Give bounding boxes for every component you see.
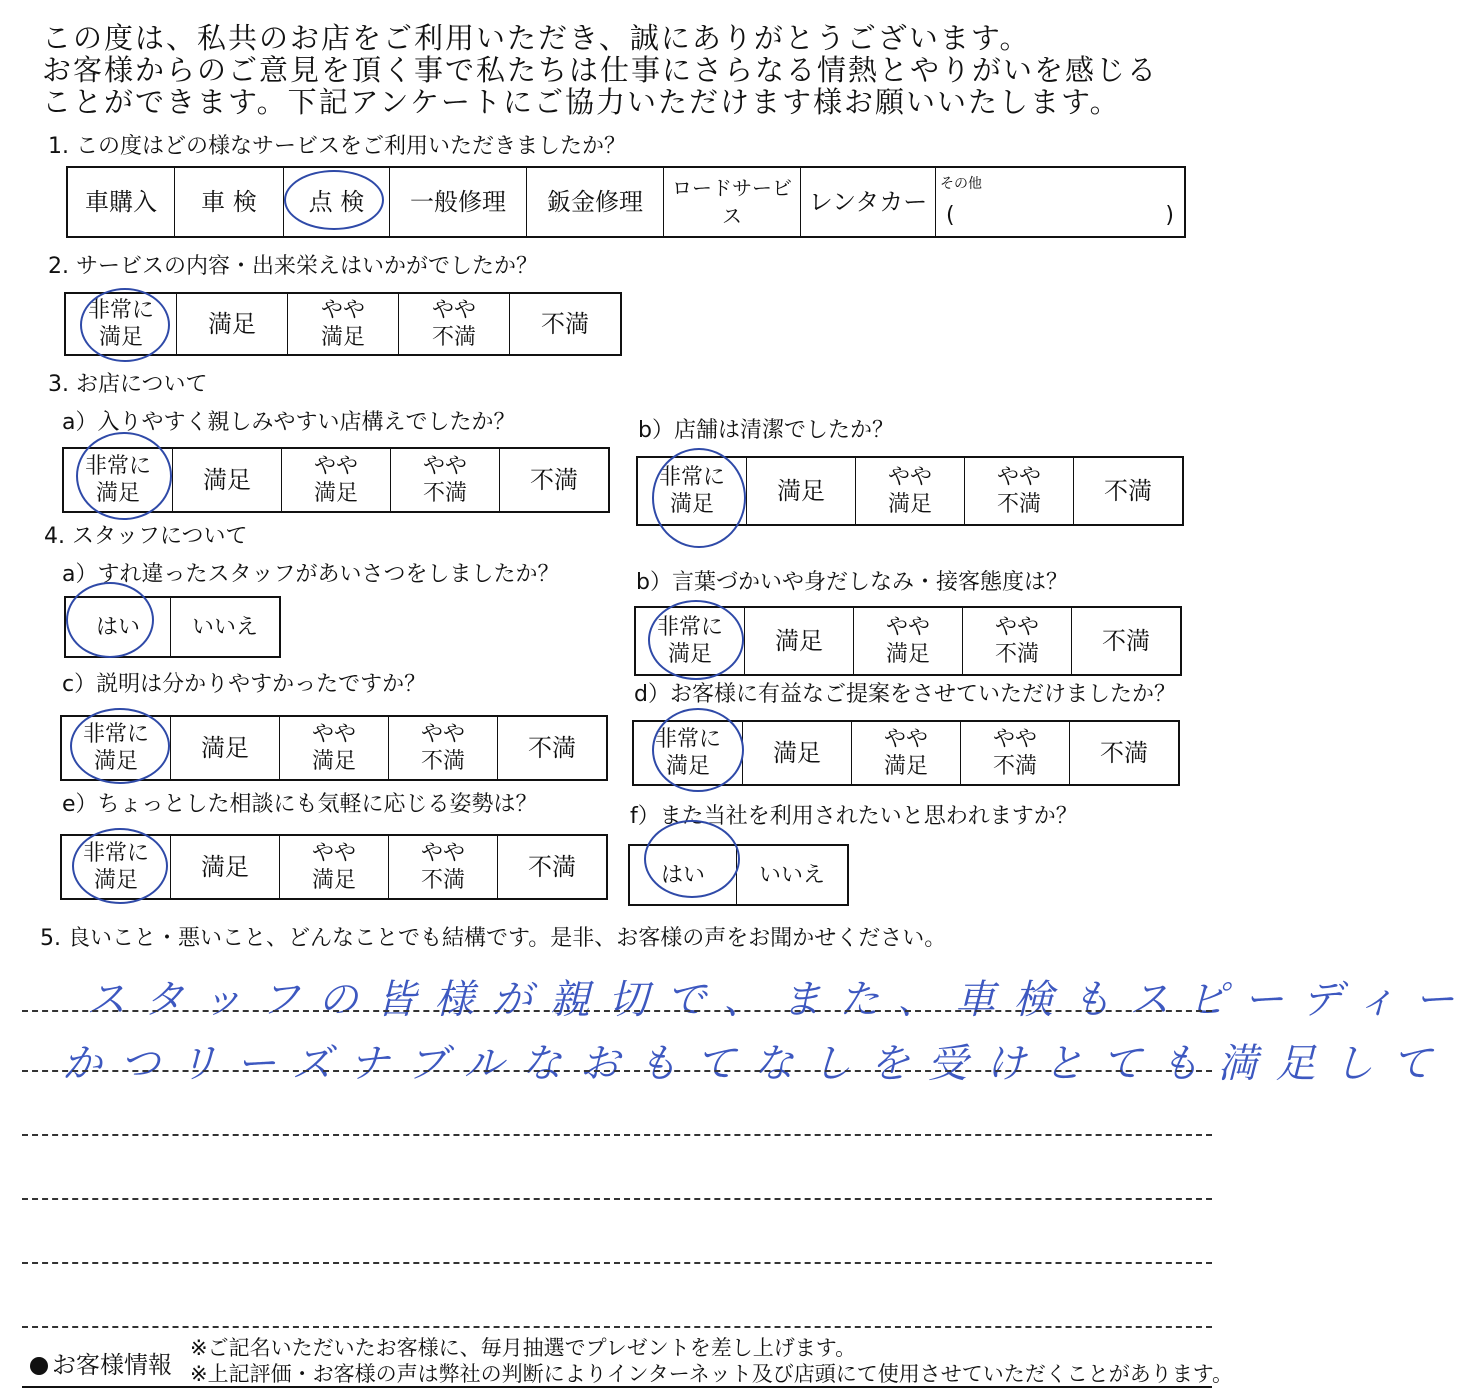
q4b-option-dissatisfied[interactable]: 不満 [1072,607,1182,675]
q2-option-satisfied[interactable]: 満足 [177,293,288,355]
footer-note-1: ※ご記名いただいたお客様に、毎月抽選でプレゼントを差し上げます。 [190,1336,857,1360]
q4c-o3-line1: やや [311,722,356,747]
q3b-o3-line2: 満足 [887,492,932,517]
q3b-options [636,456,1184,526]
q4d-o4-line1: やや [992,727,1037,752]
q3a-o3-line1: やや [313,454,358,479]
q4c-option-dissatisfied[interactable]: 不満 [498,716,608,780]
q4c-o1-line1: 非常に [82,722,149,747]
answer-line-1 [22,1010,1212,1012]
q3a-o4-line2: 不満 [422,481,467,506]
q3a-o1-line2: 満足 [95,481,140,506]
customer-info-title: お客様情報 [52,1351,172,1379]
q4c-o3-line2: 満足 [311,749,356,774]
q5-label: 5. 良いこと・悪いこと、どんなことでも結構です。是非、お客様の声をお聞かせください。 [40,926,947,951]
q1-option-rental-car[interactable]: レンタカー [801,167,936,237]
q4d-o1-line2: 満足 [665,754,710,779]
q4d-o3-line2: 満足 [883,754,928,779]
q4d-o1-line1: 非常に [654,727,721,752]
q1-option-car-purchase[interactable]: 車購入 [67,167,175,237]
q4d-option-somewhat-satisfied[interactable] [852,721,961,785]
answer-line-2 [22,1070,1212,1072]
answer-line-6 [22,1326,1212,1328]
q3a-option-somewhat-dissatisfied[interactable] [391,448,500,512]
intro-text [42,22,1227,118]
q4e-option-satisfied[interactable]: 満足 [171,835,280,899]
q4c-o4-line1: やや [420,722,465,747]
q2-o3-line1: やや [320,298,365,323]
q1-options [66,166,1186,238]
q2-o4-line1: やや [431,298,476,323]
q4b-o4-line1: やや [994,615,1039,640]
q4b-option-satisfied[interactable]: 満足 [745,607,854,675]
q3b-o1-line1: 非常に [658,465,725,490]
q4-label: 4. スタッフについて [44,524,248,549]
q4d-option-dissatisfied[interactable]: 不満 [1070,721,1180,785]
q4d-option-satisfied[interactable]: 満足 [743,721,852,785]
q2-o1-line1: 非常に [87,298,154,323]
bullet-icon [30,1357,48,1375]
q4f-label: f）また当社を利用されたいと思われますか？ [630,804,1078,829]
q3b-option-satisfied[interactable]: 満足 [747,457,856,525]
q2-options [64,292,622,356]
q4c-o4-line2: 不満 [420,749,465,774]
q3b-o4-line2: 不満 [996,492,1041,517]
q1-option-road-service[interactable]: ロードサービス [664,167,801,237]
intro-line-2: お客様からのご意見を頂く事で私たちは仕事にさらなる情熱とやりがいを感じる [42,53,1159,87]
q2-o3-line2: 満足 [320,325,365,350]
q3b-o3-line1: やや [887,465,932,490]
q1-other-paren-close: ) [1165,203,1174,228]
q3b-option-somewhat-dissatisfied[interactable] [965,457,1074,525]
q4a-option-no[interactable]: いいえ [171,597,281,657]
q4b-o1-line1: 非常に [656,615,723,640]
q1-option-other[interactable] [936,167,1186,237]
q3a-option-somewhat-satisfied[interactable] [282,448,391,512]
q3b-option-dissatisfied[interactable]: 不満 [1074,457,1184,525]
q4c-option-somewhat-dissatisfied[interactable] [389,716,498,780]
q4e-option-very-satisfied[interactable] [61,835,171,899]
q3b-label: b）店舗は清潔でしたか？ [638,418,894,443]
q1-option-check[interactable]: 点 検 [284,167,390,237]
q3b-o4-line1: やや [996,465,1041,490]
q4a-options [64,596,281,658]
q4b-option-somewhat-dissatisfied[interactable] [963,607,1072,675]
q4e-o1-line1: 非常に [82,841,149,866]
footer-note-2: ※上記評価・お客様の声は弊社の判断によりインターネット及び店頭にて使用させていただくことがあります。 [190,1362,1234,1386]
customer-info-box-top [22,1386,1212,1388]
q5-answer-line-1: スタッフの皆様が親切で、また、車検もスピーディー [86,977,1472,1023]
q3a-options [62,447,610,513]
q4b-options [634,606,1182,676]
q3a-o1-line1: 非常に [84,454,151,479]
q3b-option-somewhat-satisfied[interactable] [856,457,965,525]
q4b-option-very-satisfied[interactable] [635,607,745,675]
q2-option-somewhat-satisfied[interactable] [288,293,399,355]
q4e-option-somewhat-satisfied[interactable] [280,835,389,899]
q3a-option-dissatisfied[interactable]: 不満 [500,448,610,512]
q4e-o1-line2: 満足 [93,868,138,893]
q4d-option-somewhat-dissatisfied[interactable] [961,721,1070,785]
q4b-label: b）言葉づかいや身だしなみ・接客態度は？ [636,570,1068,595]
q4e-o3-line1: やや [311,841,356,866]
q2-o4-line2: 不満 [431,325,476,350]
q4b-o3-line2: 満足 [885,642,930,667]
q4c-option-satisfied[interactable]: 満足 [171,716,280,780]
q4d-options [632,720,1180,786]
q4a-option-yes[interactable]: はい [65,597,171,657]
q4c-label: c）説明は分かりやすかったですか？ [62,672,427,697]
answer-line-3 [22,1134,1212,1136]
q1-option-body-repair[interactable]: 鈑金修理 [527,167,664,237]
answer-line-4 [22,1198,1212,1200]
q1-label: 1. この度はどの様なサービスをご利用いただきましたか？ [48,134,626,159]
q4d-o4-line2: 不満 [992,754,1037,779]
q4c-option-somewhat-satisfied[interactable] [280,716,389,780]
intro-line-3: ことができます。下記アンケートにご協力いただけます様お願いいたします。 [42,85,1121,119]
q2-option-dissatisfied[interactable]: 不満 [510,293,622,355]
q4e-option-dissatisfied[interactable]: 不満 [498,835,608,899]
q4f-option-yes[interactable]: はい [629,845,737,905]
q4d-option-very-satisfied[interactable] [633,721,743,785]
q2-option-somewhat-dissatisfied[interactable] [399,293,510,355]
q3a-option-very-satisfied[interactable] [63,448,173,512]
q4f-options [628,844,849,906]
answer-line-5 [22,1262,1212,1264]
q4e-o3-line2: 満足 [311,868,356,893]
q4e-o4-line1: やや [420,841,465,866]
q4b-option-somewhat-satisfied[interactable] [854,607,963,675]
q4f-option-no[interactable]: いいえ [737,845,849,905]
q2-o1-line2: 満足 [98,325,143,350]
q4e-options [60,834,608,900]
q4b-o4-line2: 不満 [994,642,1039,667]
q4a-label: a）すれ違ったスタッフがあいさつをしましたか？ [62,562,560,587]
q3a-o3-line2: 満足 [313,481,358,506]
q4d-o3-line1: やや [883,727,928,752]
customer-info-heading [30,1345,172,1380]
q3a-o4-line1: やや [422,454,467,479]
q4c-o1-line2: 満足 [93,749,138,774]
q2-option-very-satisfied[interactable] [65,293,177,355]
q4c-options [60,715,608,781]
q4b-o3-line1: やや [885,615,930,640]
q5-answer-line-2: かつリーズナブルなおもてなしを受けとても満足して [62,1041,1450,1087]
q1-option-general-repair[interactable]: 一般修理 [390,167,527,237]
q4e-label: e）ちょっとした相談にも気軽に応じる姿勢は？ [62,792,538,817]
q1-option-inspection[interactable]: 車 検 [175,167,284,237]
q3b-o1-line2: 満足 [669,492,714,517]
q3b-option-very-satisfied[interactable] [637,457,747,525]
q4e-o4-line2: 不満 [420,868,465,893]
intro-line-1: この度は、私共のお店をご利用いただき、誠にありがとうございます。 [42,21,1031,55]
q4d-label: d）お客様に有益なご提案をさせていただけましたか？ [634,682,1176,707]
q1-other-paren-open: ( [946,203,955,228]
q3a-label: a）入りやすく親しみやすい店構えでしたか？ [62,410,516,435]
q2-label: 2. サービスの内容・出来栄えはいかがでしたか？ [48,254,538,279]
q3-label: 3. お店について [48,372,208,397]
q1-other-label: その他 [940,176,982,192]
q3a-option-satisfied[interactable]: 満足 [173,448,282,512]
q4e-option-somewhat-dissatisfied[interactable] [389,835,498,899]
q4b-o1-line2: 満足 [667,642,712,667]
q4c-option-very-satisfied[interactable] [61,716,171,780]
